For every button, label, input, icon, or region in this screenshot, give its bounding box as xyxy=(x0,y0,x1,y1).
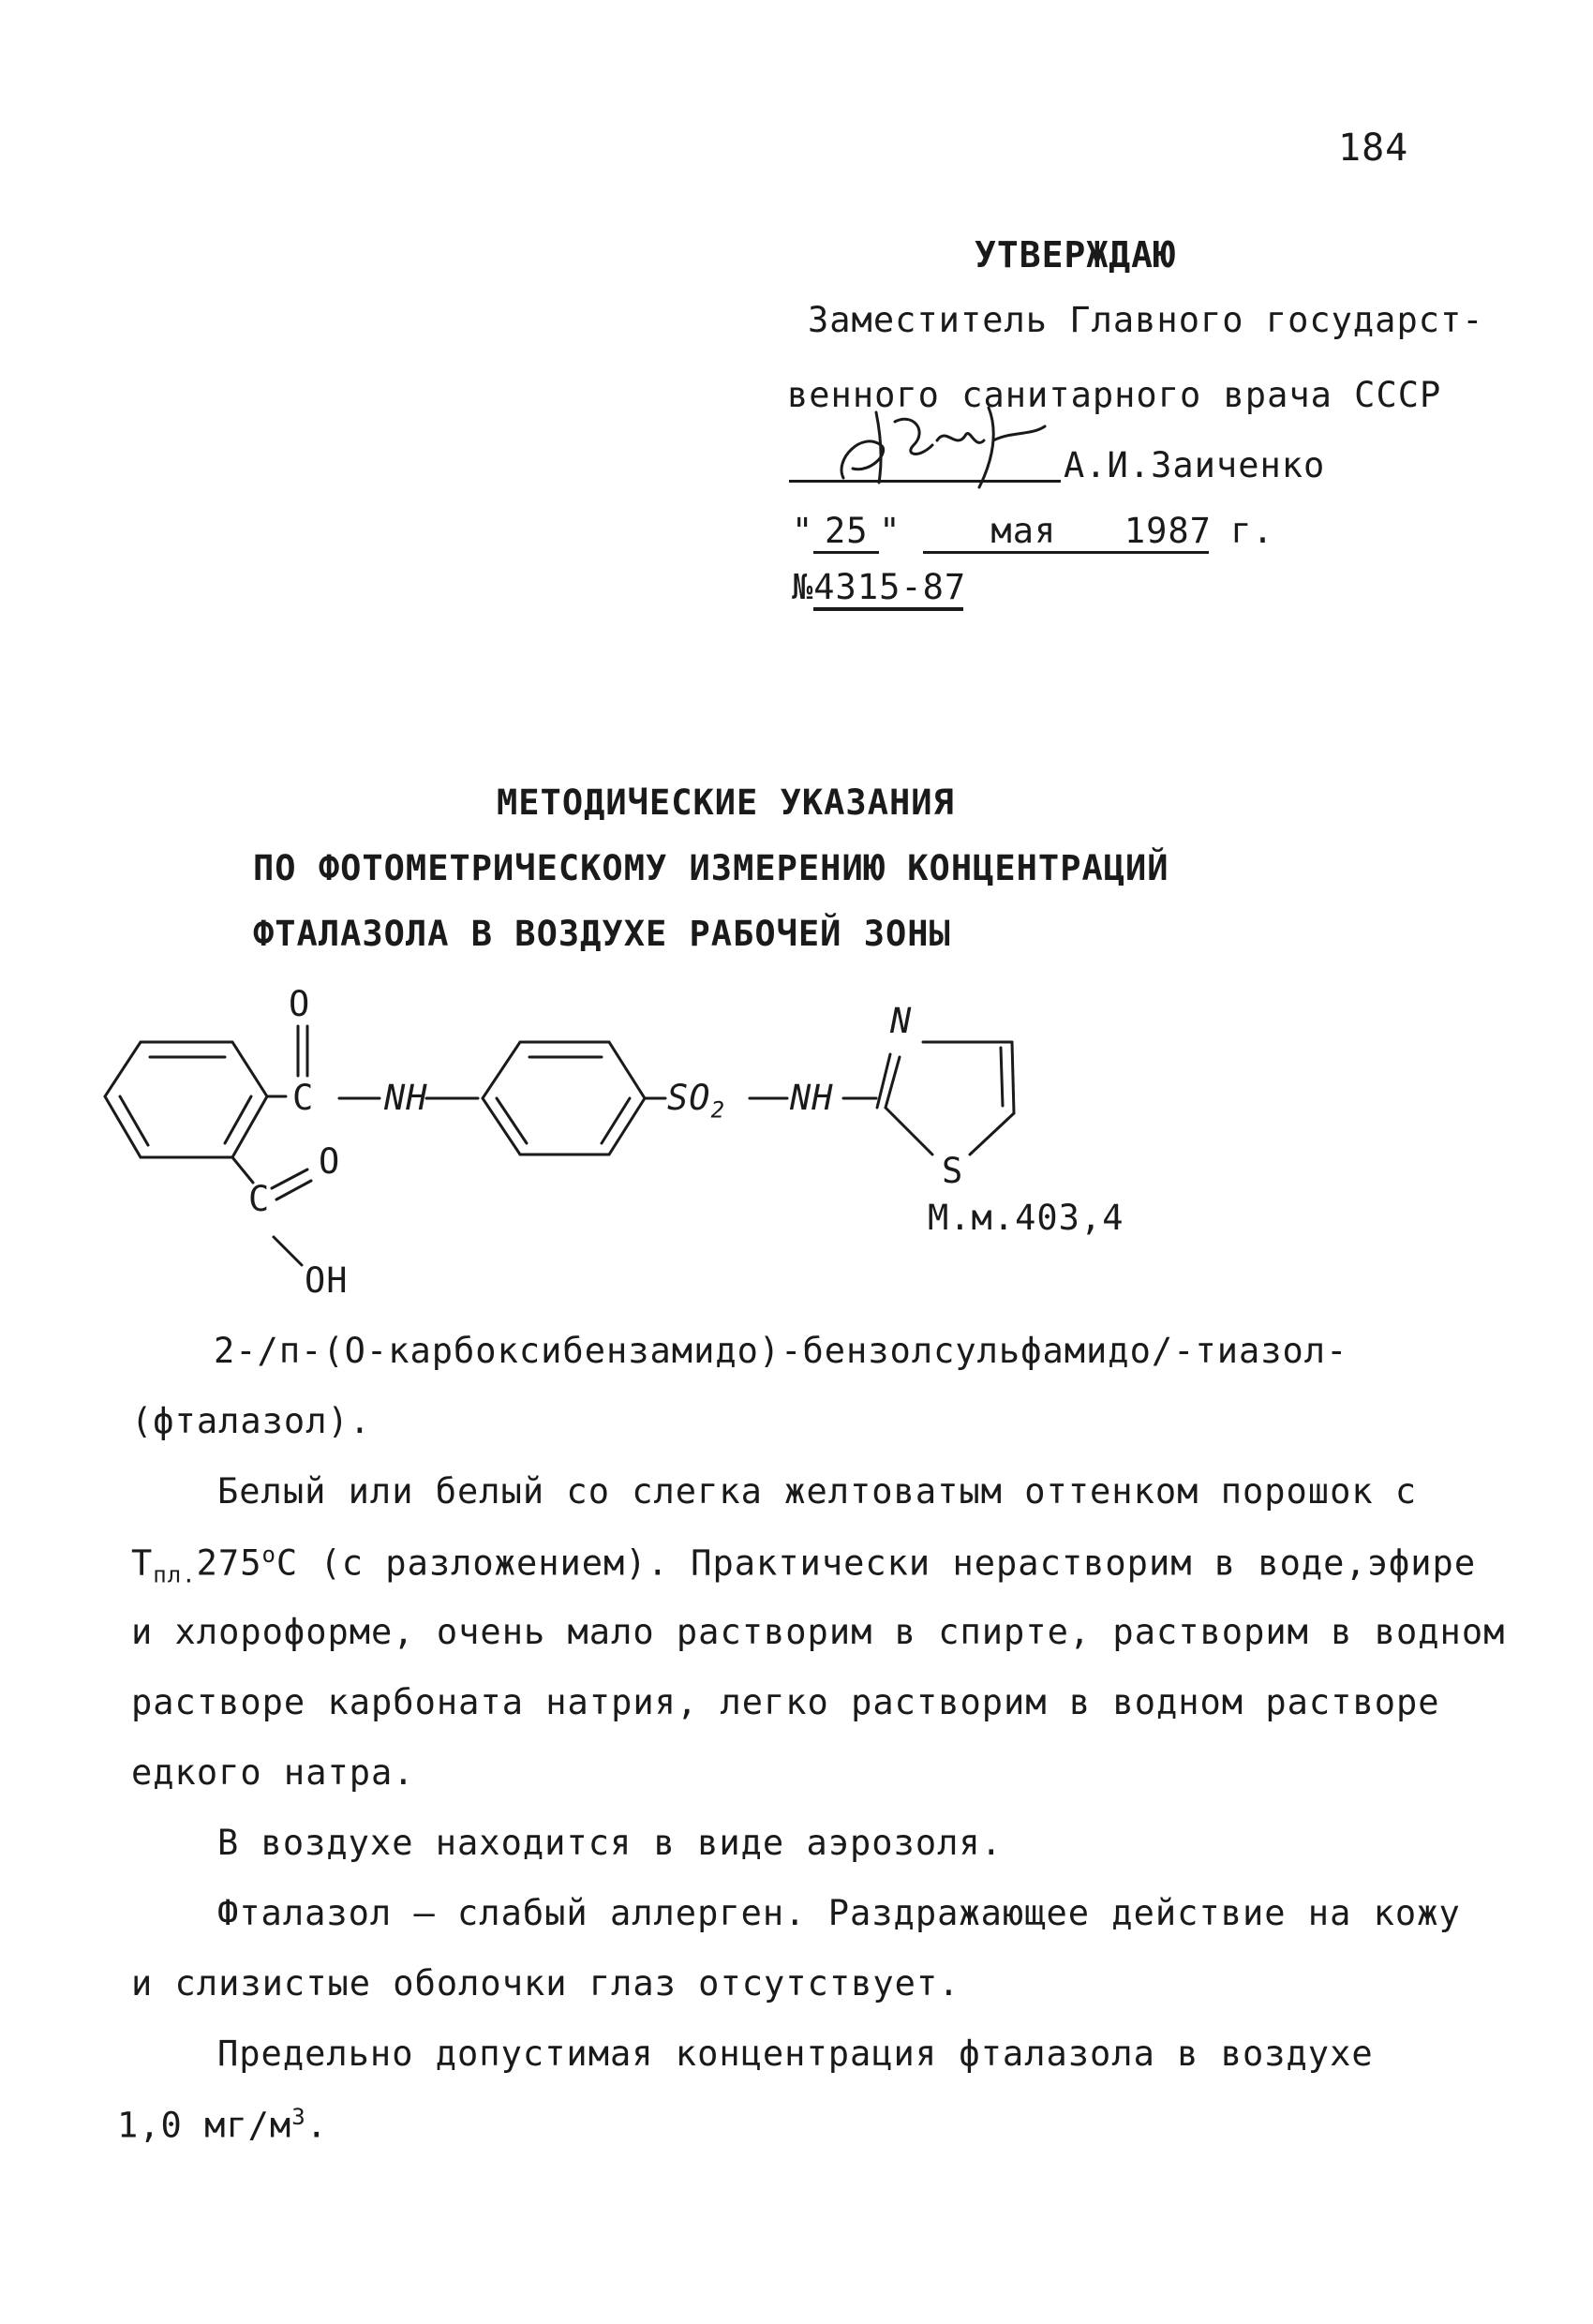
paragraph4-line2 xyxy=(117,2104,328,2145)
formula-sulfonyl xyxy=(667,1078,725,1123)
degree-sign: о xyxy=(261,1542,276,1568)
sulfonyl-subscript: 2 xyxy=(710,1096,726,1124)
date-month: мая xyxy=(923,511,1124,554)
paragraph3-line2: и слизистые оболочки глаз отсутствует. xyxy=(131,1963,960,2004)
paragraph1-line2-rest: С (с разложением). Практически нерастворим в воде,эфире xyxy=(275,1542,1477,1584)
number-value: 4315-87 xyxy=(813,567,963,611)
formula-acid-oh: OH xyxy=(305,1260,349,1301)
approval-position-line2: венного санитарного врача СССР xyxy=(787,375,1442,415)
title-line2: ПО ФОТОМЕТРИЧЕСКОМУ ИЗМЕРЕНИЮ КОНЦЕНТРАЦИЙ xyxy=(253,848,1169,888)
mpc-unit: мг/м xyxy=(204,2105,292,2146)
approval-position-line1: Заместитель Главного государст- xyxy=(808,300,1484,340)
mpc-end: . xyxy=(305,2105,328,2146)
melting-sub: пл. xyxy=(153,1561,197,1588)
title-line3: ФТАЛАЗОЛА В ВОЗДУХЕ РАБОЧЕЙ ЗОНЫ xyxy=(253,914,951,954)
melting-t: Т xyxy=(131,1542,154,1584)
date-close-quote: " xyxy=(879,511,901,551)
formula-amide-nh: NH xyxy=(384,1078,428,1118)
formula-sulfonamide-nh: NH xyxy=(790,1078,834,1118)
date-year: 1987 xyxy=(1124,511,1209,554)
page-number: 184 xyxy=(1338,127,1409,170)
paragraph1-line2 xyxy=(131,1542,1476,1588)
paragraph1-line3: и хлороформе, очень мало растворим в спирте, растворим в водном xyxy=(131,1612,1506,1652)
paragraph2: В воздухе находится в виде аэрозоля. xyxy=(217,1823,1003,1863)
number-prefix: № xyxy=(792,567,814,607)
date-suffix: г. xyxy=(1230,511,1274,551)
paragraph1-line5: едкого натра. xyxy=(131,1752,415,1793)
chem-name-line1: 2-/п-(О-карбоксибензамидо)-бензолсульфамидо/-тиазол- xyxy=(214,1331,1348,1371)
formula-acid-o: O xyxy=(319,1141,341,1182)
sulfonyl-so: SO xyxy=(667,1078,711,1118)
paragraph1-line1: Белый или белый со слегка желтоватым оттенком порошок с xyxy=(217,1471,1418,1512)
paragraph4-line1: Предельно допустимая концентрация фталазола в воздухе xyxy=(217,2034,1374,2074)
melting-value: 275 xyxy=(196,1542,262,1584)
date-open-quote: " xyxy=(792,511,814,551)
formula-thiazole-n: N xyxy=(890,1001,913,1041)
approval-signatory: А.И.Заиченко xyxy=(1064,445,1326,485)
formula-molecular-mass: М.м.403,4 xyxy=(928,1198,1124,1238)
formula-carbonyl-c: C xyxy=(292,1078,315,1118)
paragraph3-line1: Фталазол – слабый аллерген. Раздражающее действие на кожу xyxy=(217,1893,1461,1933)
mpc-value: 1,0 xyxy=(117,2105,183,2146)
mpc-unit-sup: 3 xyxy=(291,2104,306,2130)
formula-carbonyl-o: O xyxy=(289,984,311,1024)
formula-acid-c: C xyxy=(248,1179,271,1219)
title-line1: МЕТОДИЧЕСКИЕ УКАЗАНИЯ xyxy=(497,782,955,823)
approval-heading: УТВЕРЖДАЮ xyxy=(975,234,1176,276)
date-day: 25 xyxy=(813,511,879,554)
chem-name-line2: (фталазол). xyxy=(131,1401,372,1441)
paragraph1-line4: растворе карбоната натрия, легко растворим в водном растворе xyxy=(131,1682,1440,1722)
formula-thiazole-s: S xyxy=(942,1151,964,1191)
